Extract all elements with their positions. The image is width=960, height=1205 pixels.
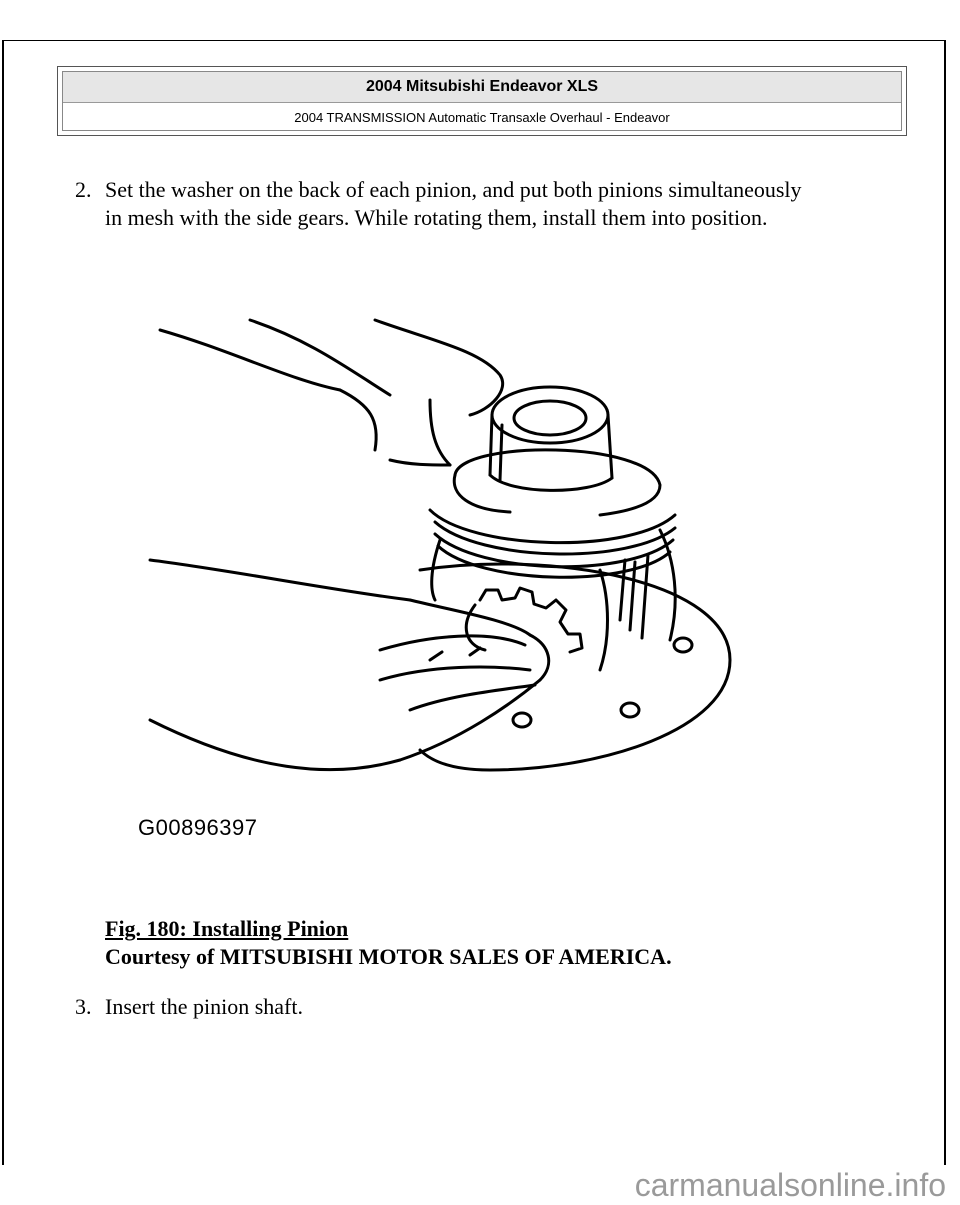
step-text [105, 176, 905, 232]
illustration-svg [130, 300, 750, 860]
step-text [105, 993, 905, 1021]
header-title: 2004 Mitsubishi Endeavor XLS [63, 72, 901, 103]
step-text-line: Set the washer on the back of each pinion, and put both pinions simultaneously [105, 177, 802, 202]
watermark: carmanualsonline.info [0, 1165, 960, 1205]
figure-courtesy: Courtesy of MITSUBISHI MOTOR SALES OF AMERICA. [105, 944, 672, 969]
step-text-line: in mesh with the side gears. While rotating them, install them into position. [105, 205, 768, 230]
step-number: 2. [75, 177, 92, 202]
figure-caption [105, 915, 672, 971]
figure-caption-link[interactable]: Fig. 180: Installing Pinion [105, 916, 349, 941]
pinion-installation-illustration [130, 300, 750, 860]
step-text-line: Insert the pinion shaft. [105, 994, 303, 1019]
header-subtitle: 2004 TRANSMISSION Automatic Transaxle Overhaul - Endeavor [294, 110, 670, 125]
document-header [57, 66, 907, 136]
step-number: 3. [75, 994, 92, 1019]
header-inner [62, 71, 902, 131]
figure-image-id: G00896397 [138, 815, 258, 840]
